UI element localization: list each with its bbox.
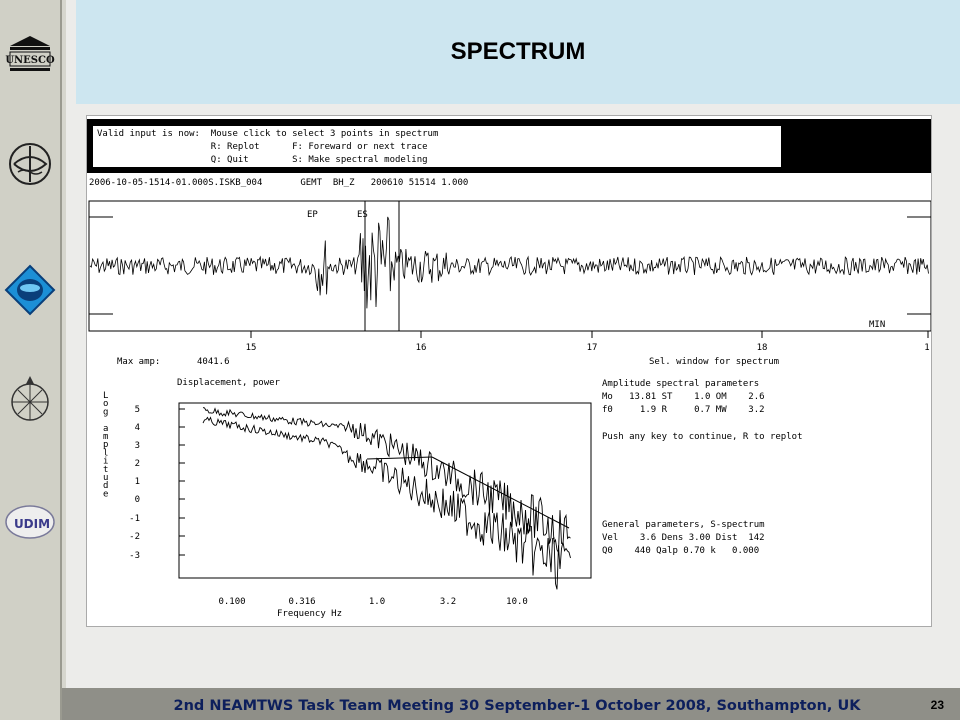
title-band <box>76 0 960 104</box>
x-tick-label: 0.100 <box>218 597 246 607</box>
footer-bar <box>62 688 960 720</box>
x-tick-label: 3.2 <box>439 597 457 607</box>
y-axis-label-char: d <box>103 481 109 492</box>
logo-sidebar <box>0 0 62 720</box>
slide-title: SPECTRUM <box>450 38 586 65</box>
prompt-line-1: Valid input is now: Mouse click to select 3 points in spectrum <box>97 129 439 139</box>
y-axis-label-char: i <box>103 456 109 467</box>
time-tick-label: 17 <box>586 343 598 353</box>
udim-logo-text: UDIM <box>13 517 51 531</box>
sel-window-label: Sel. window for spectrum <box>649 357 780 367</box>
seismogram-trace <box>90 217 929 309</box>
spectrum-signal-curve <box>203 408 571 553</box>
general-params-line: Q0 440 Qalp 0.70 k 0.000 <box>602 546 760 556</box>
y-tick-label: 4 <box>134 423 140 433</box>
y-axis-label <box>103 391 108 499</box>
y-tick-label: 0 <box>134 495 140 505</box>
model-slope-line <box>432 457 569 528</box>
y-tick-label: -1 <box>129 514 140 524</box>
amp-params-title: Amplitude spectral parameters <box>602 379 760 389</box>
unesco-logo <box>4 30 56 82</box>
trace-header: 2006-10-05-1514-01.000S.ISKB_004 GEMT BH_Z 200610 51514 1.000 <box>89 178 469 188</box>
amp-params-line: f0 1.9 R 0.7 MW 3.2 <box>602 405 765 415</box>
y-tick-label: -2 <box>129 532 140 542</box>
y-axis-label-char: a <box>103 423 109 434</box>
x-axis-label: Frequency Hz <box>277 609 343 619</box>
spectrum-title: Displacement, power <box>177 378 280 388</box>
footer-text: 2nd NEAMTWS Task Team Meeting 30 September-1 October 2008, Southampton, UK <box>173 698 861 714</box>
y-tick-label: 1 <box>134 477 140 487</box>
compass-logo <box>4 372 56 424</box>
y-axis-label-char: e <box>103 489 109 500</box>
y-tick-label: 5 <box>134 405 140 415</box>
y-axis-label-char: l <box>103 448 109 459</box>
prompt-line-2: R: Replot F: Foreward or next trace <box>97 142 428 152</box>
prompt-line-3: Q: Quit S: Make spectral modeling <box>97 155 428 165</box>
time-tick-label: 15 <box>245 343 257 353</box>
y-axis-label-char: u <box>103 473 109 483</box>
blue-diamond-logo <box>4 264 56 316</box>
y-axis-label-char: t <box>103 464 109 475</box>
time-tick-label: 18 <box>756 343 768 353</box>
max-amp-value: 4041.6 <box>197 357 230 367</box>
phase-ep-label: EP <box>307 210 318 220</box>
x-tick-label: 1.0 <box>368 597 386 607</box>
time-tick-label: 16 <box>415 343 427 353</box>
slide-number: 23 <box>930 698 944 712</box>
push-prompt: Push any key to continue, R to replot <box>602 432 803 442</box>
phase-es-label: ES <box>357 210 368 220</box>
x-tick-label: 10.0 <box>506 597 528 607</box>
ioc-logo <box>4 138 56 190</box>
spectrum-noise-curve <box>203 418 571 590</box>
time-unit-label: MIN <box>869 320 886 330</box>
amp-params-line: Mo 13.81 ST 1.0 OM 2.6 <box>602 392 765 402</box>
y-axis-label-char: o <box>103 399 109 410</box>
y-tick-label: 3 <box>134 441 140 451</box>
y-axis-label-char: g <box>103 407 109 418</box>
x-tick-label: 0.316 <box>288 597 316 607</box>
y-axis-label-char: p <box>103 440 109 451</box>
unesco-logo-text: UNESCO <box>5 55 55 66</box>
time-tick-label: 1 <box>924 343 930 353</box>
max-amp-label: Max amp: <box>117 357 161 367</box>
y-axis-label-char: L <box>103 391 109 401</box>
general-params-line: Vel 3.6 Dens 3.00 Dist 142 <box>602 533 765 543</box>
seismic-program-window <box>86 115 932 627</box>
udim-logo <box>4 496 56 548</box>
y-tick-label: -3 <box>129 551 140 561</box>
y-tick-label: 2 <box>134 459 140 469</box>
y-axis-label-char: m <box>103 432 109 442</box>
general-params-title: General parameters, S-spectrum <box>602 520 765 530</box>
